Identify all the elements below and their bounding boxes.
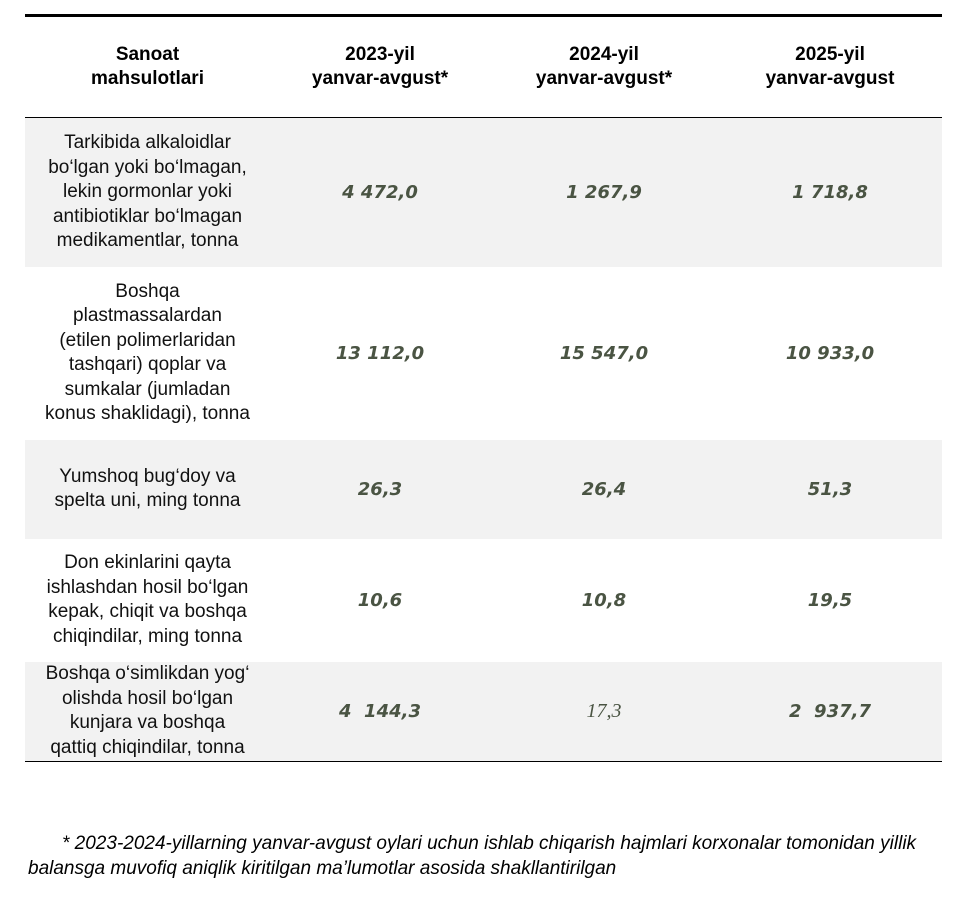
cell-2024: 10,8 — [581, 589, 627, 611]
cell-2023: 10,6 — [357, 589, 403, 611]
cell-2025: 51,3 — [718, 440, 942, 539]
industrial-products-table-container — [25, 14, 942, 762]
row-label: Yumshoq bug‘doy va spelta uni, ming tonna — [25, 440, 270, 539]
table-row — [25, 662, 942, 762]
header-2024: 2024-yil yanvar-avgust* — [535, 44, 673, 89]
header-2025: 2025-yil yanvar-avgust — [765, 44, 895, 89]
cell-2024: 1 267,9 — [490, 118, 718, 267]
header-products: Sanoat mahsulotlari — [91, 44, 204, 89]
cell-2025: 1 718,8 — [718, 118, 942, 267]
row-label: Don ekinlarini qayta ishlashdan hosil bo‘lgan kepak, chiqit va boshqa chiqindilar, ming tonna — [46, 552, 249, 647]
header-2023: 2023-yil yanvar-avgust* — [311, 44, 449, 89]
table-row — [25, 267, 942, 440]
cell-2025: 19,5 — [807, 589, 853, 611]
footnote — [28, 831, 928, 881]
table-row — [25, 539, 942, 662]
cell-2023: 26,3 — [270, 440, 490, 539]
row-label: Boshqa plastmassalardan (etilen polimerlaridan tashqari) qoplar va sumkalar (jumladan konus shaklidagi), tonna — [45, 280, 250, 424]
table-header-row — [25, 16, 942, 118]
table-row — [25, 440, 942, 539]
footnote-text: * 2023-2024-yillarning yanvar-avgust oylari uchun ishlab chiqarish hajmlari korxonalar tomonidan yillik balansga muvofiq aniqlik kiritilgan ma’lumotlar asosida shakllantirilgan — [28, 833, 917, 879]
table-row — [25, 118, 942, 267]
cell-2025: 10 933,0 — [785, 342, 875, 364]
cell-2023: 4 472,0 — [270, 118, 490, 267]
row-label: Boshqa o‘simlikdan yog‘ olishda hosil bo‘lgan kunjara va boshqa qattiq chiqindilar, tonna — [25, 662, 270, 762]
row-label: Tarkibida alkaloidlar bo‘lgan yoki bo‘lmagan, lekin gormonlar yoki antibiotiklar bo‘lmagan medikamentlar, tonna — [25, 118, 270, 267]
cell-2024: 15 547,0 — [559, 342, 649, 364]
cell-2024: 26,4 — [490, 440, 718, 539]
cell-2025: 2 937,7 — [718, 662, 942, 762]
cell-2023: 4 144,3 — [270, 662, 490, 762]
industrial-products-table — [25, 14, 942, 762]
cell-2023: 13 112,0 — [335, 342, 425, 364]
cell-2024: 17,3 — [490, 662, 718, 762]
